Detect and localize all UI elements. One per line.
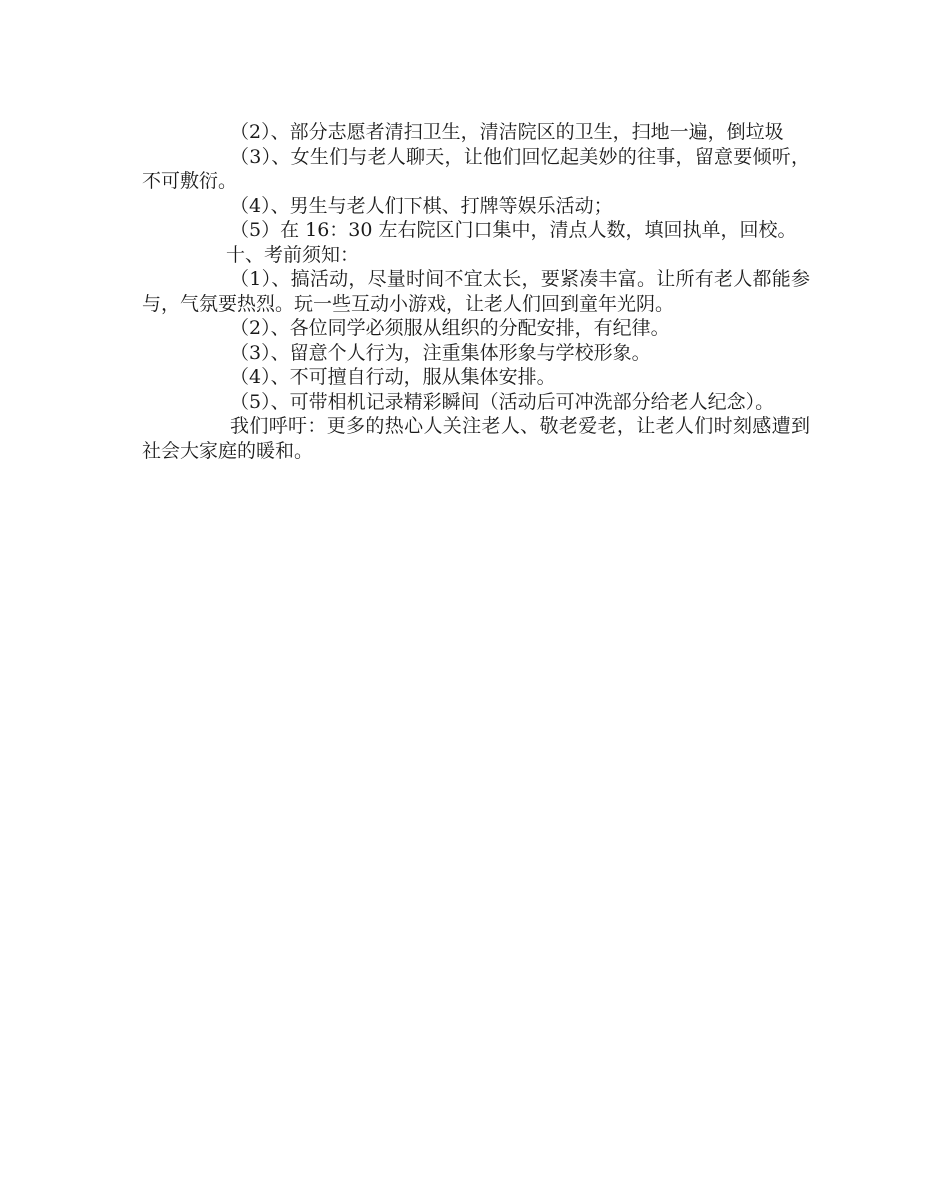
section-heading-notes: 十、考前须知： bbox=[226, 243, 360, 266]
paragraph-games: （4）、男生与老人们下棋、打牌等娱乐活动； bbox=[230, 194, 613, 217]
paragraph-note-2: （2）、各位同学必须服从组织的分配安排，有纪律。 bbox=[230, 317, 670, 339]
paragraph-note-5: （5）、可带相机记录精彩瞬间（活动后可冲洗部分给老人纪念）。 bbox=[230, 390, 775, 413]
document-body bbox=[142, 120, 810, 463]
paragraph-note-1: （1）、搞活动，尽量时间不宜太长，要紧凑丰富。让所有老人都能参与，气氛要热烈。玩一些互动小游戏，让老人们回到童年光阴。 bbox=[142, 268, 810, 315]
paragraph-appeal: 我们呼吁：更多的热心人关注老人、敬老爱老，让老人们时刻感遭到社会大家庭的暖和。 bbox=[142, 415, 810, 462]
paragraph-note-4: （4）、不可擅自行动，服从集体安排。 bbox=[230, 366, 556, 388]
paragraph-cleaning: （2）、部分志愿者清扫卫生，清洁院区的卫生，扫地一遍，倒垃圾 bbox=[230, 121, 784, 143]
paragraph-gathering: （5）在 16：30 左右院区门口集中，清点人数，填回执单，回校。 bbox=[230, 219, 797, 241]
paragraph-note-3: （3）、留意个人行为，注重集体形象与学校形象。 bbox=[230, 341, 651, 364]
paragraph-chatting: （3）、女生们与老人聊天，让他们回忆起美妙的往事，留意要倾听，不可敷衍。 bbox=[142, 145, 810, 192]
